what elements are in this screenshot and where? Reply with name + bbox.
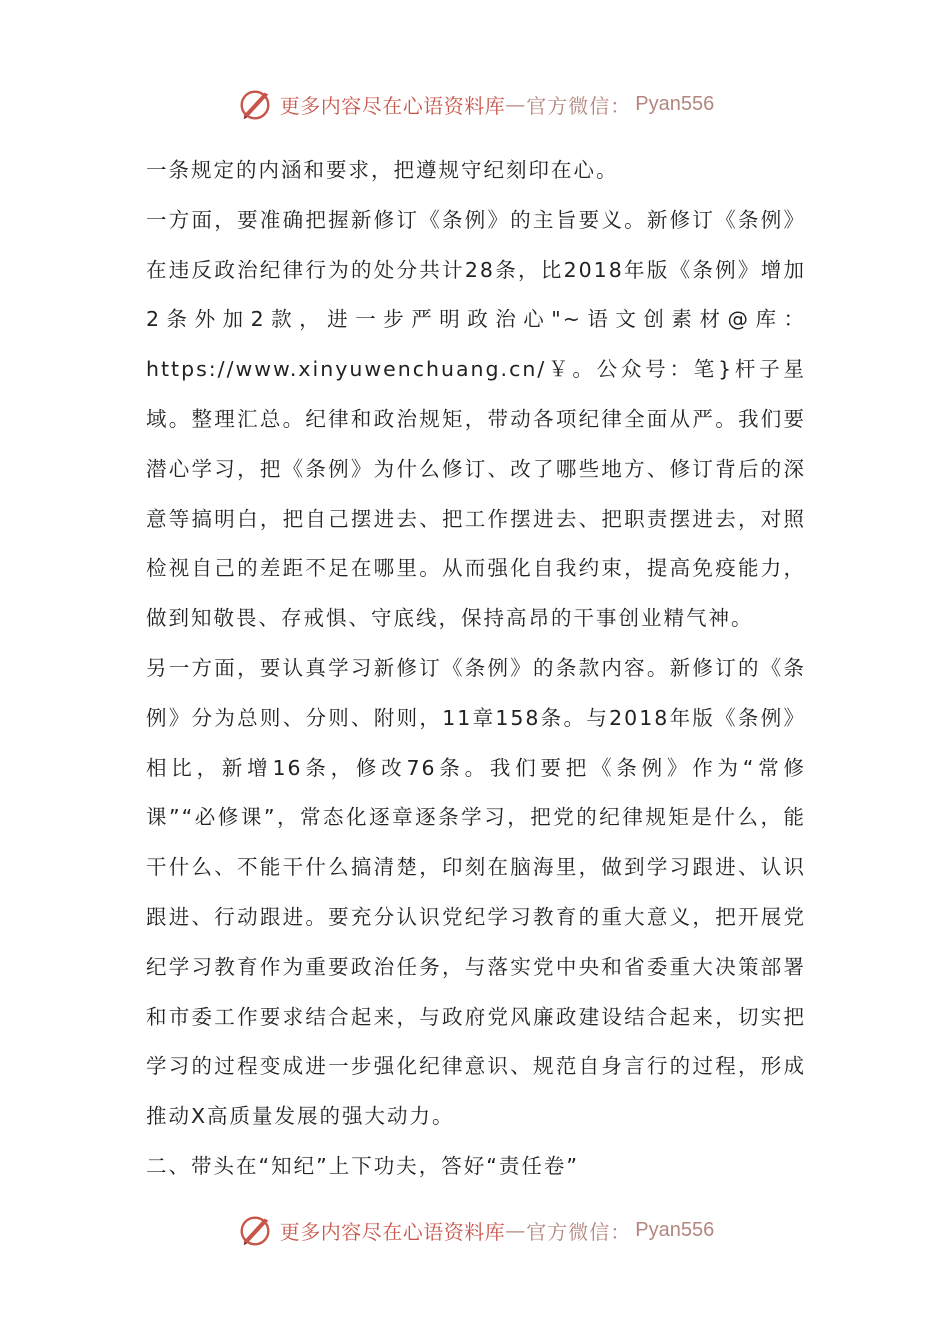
pen-circle-logo-icon (236, 1211, 274, 1249)
document-body (146, 146, 806, 1192)
section-heading: 二、带头在“知纪”上下功夫，答好“责任卷” (146, 1153, 579, 1178)
banner-dash: — (505, 1218, 527, 1242)
paragraph-first-aspect: 一方面，要准确把握新修订《条例》的主旨要义。新修订《条例》在违反政治纪律行为的处分共计28条，比2018年版《条例》增加2条外加2款，进一步严明政治心"~语文创素材@库：https://www.xinyuwenchuang.cn/￥。公众号：笔}杆子星域。整理汇总。纪律和政治规矩，带动各项纪律全面从严。我们要潜心学习，把《条例》为什么修订、改了哪些地方、修订背后的深意等搞明白，把自己摆进去、把工作摆进去、把职责摆进去，对照检视自己的差距不足在哪里。从而强化自我约束，提高免疫能力，做到知敬畏、存戒惧、守底线，保持高昂的干事创业精气神。 (146, 207, 806, 631)
banner-sub-text: 官方微信： (526, 93, 632, 118)
banner-wechat-id: Pyan556 (635, 1218, 715, 1241)
banner-sub-text: 官方微信： (526, 1219, 632, 1244)
banner-dash: — (505, 92, 527, 116)
paragraph-continuation: 一条规定的内涵和要求，把遵规守纪刻印在心。 (146, 158, 619, 182)
header-watermark-banner (0, 84, 950, 124)
banner-main-text: 更多内容尽在心语资料库 (279, 93, 506, 118)
paragraph-second-aspect: 另一方面，要认真学习新修订《条例》的条款内容。新修订的《条例》分为总则、分则、附则，11章158条。与2018年版《条例》相比，新增16条，修改76条。我们要把《条例》作为“常修课”“必修课”，常态化逐章逐条学习，把党的纪律规矩是什么，能干什么、不能干什么搞清楚，印刻在脑海里，做到学习跟进、认识跟进、行动跟进。要充分认识党纪学习教育的重大意义，把开展党纪学习教育作为重要政治任务，与落实党中央和省委重大决策部署和市委工作要求结合起来，与政府党风廉政建设结合起来，切实把学习的过程变成进一步强化纪律意识、规范自身言行的过程，形成推动X高质量发展的强大动力。 (146, 655, 806, 1129)
banner-main-text: 更多内容尽在心语资料库 (279, 1219, 506, 1244)
banner-wechat-id: Pyan556 (635, 92, 715, 115)
pen-circle-logo-icon (236, 85, 274, 123)
footer-watermark-banner (0, 1210, 950, 1250)
